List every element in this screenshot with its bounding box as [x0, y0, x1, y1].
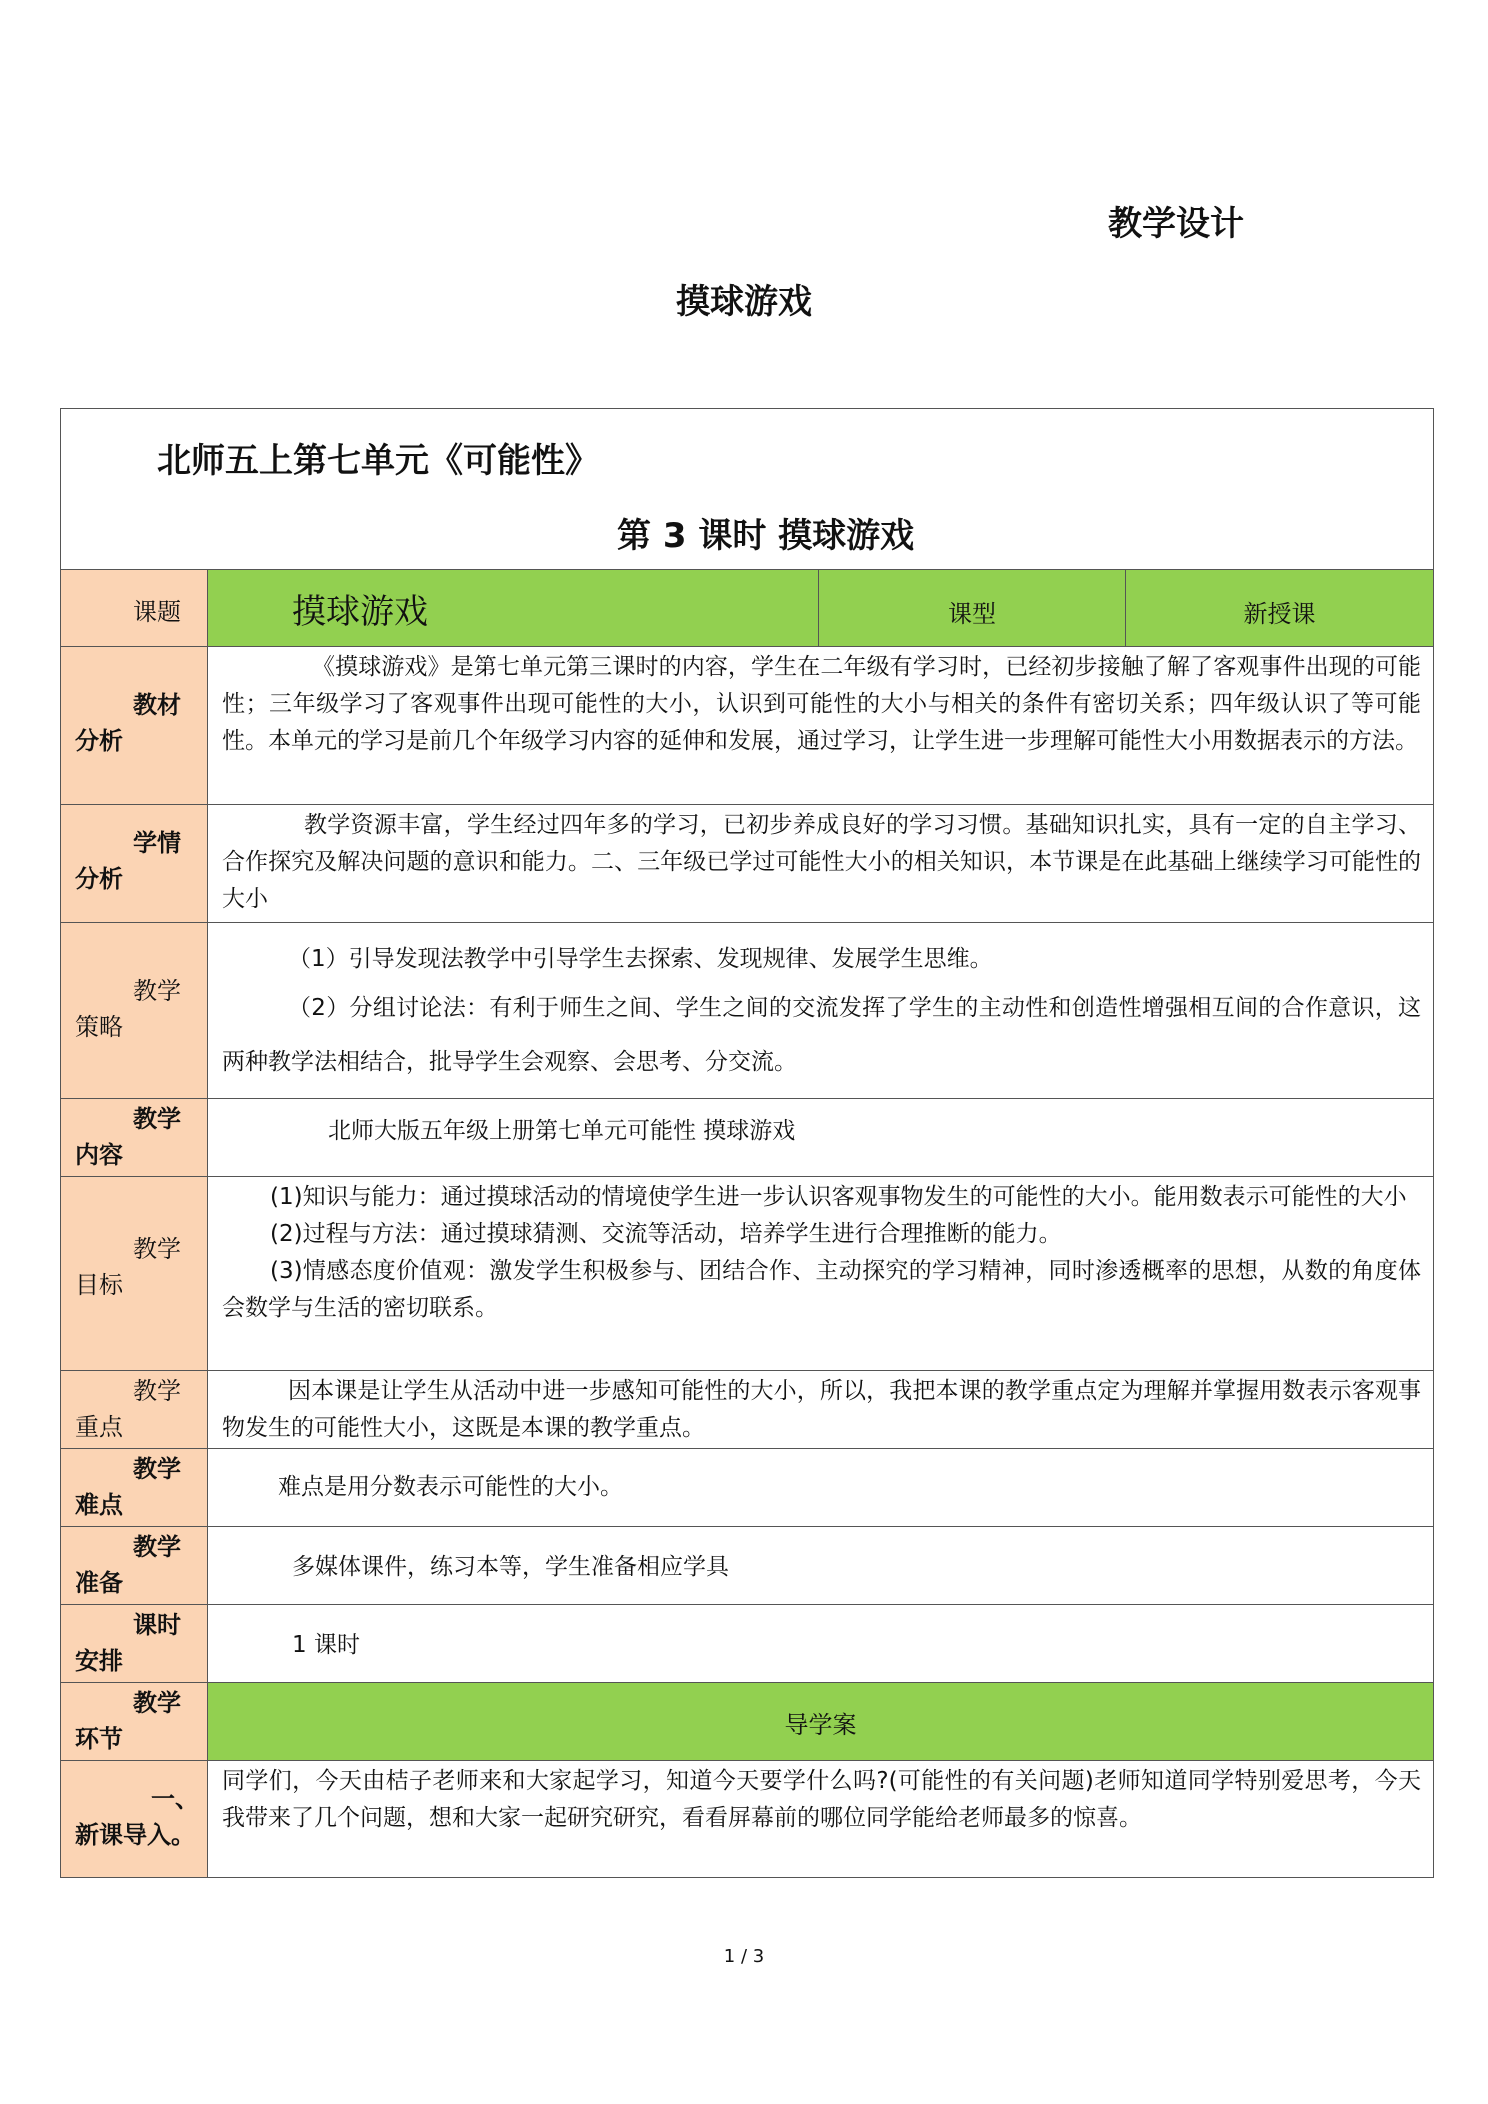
- goals-label-line2: 目标: [75, 1271, 123, 1299]
- stages-label-line2: 环节: [75, 1725, 123, 1753]
- goals-label-cell: [61, 1177, 208, 1371]
- content-label-line1: 教学: [133, 1105, 181, 1133]
- goal-1: (1)知识与能力：通过摸球活动的情境使学生进一步认识客观事物发生的可能性的大小。能用数表示可能性的大小: [270, 1184, 1407, 1210]
- content-label-line2: 内容: [75, 1141, 123, 1169]
- key-content-cell: [208, 1371, 1434, 1449]
- content-label-cell: [61, 1099, 208, 1177]
- intro-label-line1: 一、: [151, 1785, 199, 1813]
- lesson-type-label: 课型: [948, 600, 996, 628]
- prep-label-cell: [61, 1527, 208, 1605]
- page-number: 1 / 3: [723, 1946, 765, 1967]
- document-title: 教学设计: [1108, 204, 1244, 244]
- intro-content-cell: [208, 1761, 1434, 1878]
- lesson-type-value: 新授课: [1243, 600, 1316, 628]
- material-label-cell: [61, 647, 208, 805]
- strategy-point-2: （2）分组讨论法：有利于师生之间、学生之间的交流发挥了学生的主动性和创造性增强相互间的合作意识，这两种教学法相结合，批导学生会观察、会思考、分交流。: [222, 995, 1422, 1075]
- prep-text: 多媒体课件，练习本等，学生准备相应学具: [292, 1554, 729, 1580]
- prep-label-line2: 准备: [75, 1569, 123, 1597]
- strategy-label-line1: 教学: [133, 977, 181, 1005]
- material-text: 《摸球游戏》是第七单元第三课时的内容，学生在二年级有学习时，已经初步接触了解了客观事件出现的可能性；三年级学习了客观事件出现可能性的大小，认识到可能性的大小与相关的条件有密切关系；四年级认识了等可能性。本单元的学习是前几个年级学习内容的延伸和发展，通过学习，让学生进一步理解可能性大小用数据表示的方法。: [222, 654, 1422, 754]
- schedule-content-cell: [208, 1605, 1434, 1683]
- difficulty-content-cell: [208, 1449, 1434, 1527]
- key-text: 因本课是让学生从活动中进一步感知可能性的大小，所以，我把本课的教学重点定为理解并掌握用数表示客观事物发生的可能性大小，这既是本课的教学重点。: [222, 1378, 1422, 1441]
- table-heading-cell: [61, 409, 1434, 570]
- material-label-line2: 分析: [75, 727, 123, 755]
- prep-content-cell: [208, 1527, 1434, 1605]
- topic-label: 课题: [133, 598, 181, 626]
- goals-content-cell: [208, 1177, 1434, 1371]
- schedule-label-line2: 安排: [75, 1647, 123, 1675]
- lesson-title: 第 3 课时 摸球游戏: [617, 516, 915, 556]
- document-subtitle: 摸球游戏: [676, 282, 812, 322]
- students-label-line2: 分析: [75, 865, 123, 893]
- strategy-label-line2: 策略: [75, 1013, 123, 1041]
- prep-label-line1: 教学: [133, 1533, 181, 1561]
- strategy-content-cell: [208, 923, 1434, 1099]
- topic-label-cell: [61, 570, 208, 647]
- students-content-cell: [208, 805, 1434, 923]
- students-label-line1: 学情: [133, 829, 181, 857]
- key-label-line2: 重点: [75, 1413, 123, 1441]
- goal-2: (2)过程与方法：通过摸球猜测、交流等活动，培养学生进行合理推断的能力。: [270, 1221, 1062, 1247]
- lesson-type-value-cell: [1126, 570, 1434, 647]
- key-label-line1: 教学: [133, 1377, 181, 1405]
- stages-label-line1: 教学: [133, 1689, 181, 1717]
- difficulty-text: 难点是用分数表示可能性的大小。: [278, 1474, 623, 1500]
- content-content-cell: [208, 1099, 1434, 1177]
- key-label-cell: [61, 1371, 208, 1449]
- topic-value: 摸球游戏: [292, 592, 428, 632]
- strategy-label-cell: [61, 923, 208, 1099]
- schedule-text: 1 课时: [292, 1632, 360, 1658]
- material-content-cell: [208, 647, 1434, 805]
- intro-label-cell: [61, 1761, 208, 1878]
- difficulty-label-cell: [61, 1449, 208, 1527]
- students-label-cell: [61, 805, 208, 923]
- intro-text: 同学们，今天由桔子老师来和大家起学习，知道今天要学什么吗?(可能性的有关问题)老师知道同学特别爱思考，今天我带来了几个问题，想和大家一起研究研究，看看屏幕前的哪位同学能给老师最多的惊喜。: [222, 1768, 1422, 1831]
- goal-3: (3)情感态度价值观：激发学生积极参与、团结合作、主动探究的学习精神，同时渗透概率的思想，从数的角度体会数学与生活的密切联系。: [222, 1258, 1422, 1321]
- difficulty-label-line2: 难点: [75, 1491, 123, 1519]
- lesson-plan-table: [60, 408, 1434, 1878]
- difficulty-label-line1: 教学: [133, 1455, 181, 1483]
- goals-label-line1: 教学: [133, 1235, 181, 1263]
- schedule-label-cell: [61, 1605, 208, 1683]
- topic-value-cell: [208, 570, 819, 647]
- stages-text: 导学案: [784, 1711, 857, 1739]
- material-label-line1: 教材: [133, 691, 181, 719]
- content-text: 北师大版五年级上册第七单元可能性 摸球游戏: [328, 1118, 796, 1144]
- stages-label-cell: [61, 1683, 208, 1761]
- strategy-point-1: （1）引导发现法教学中引导学生去探索、发现规律、发展学生思维。: [288, 946, 993, 972]
- students-text: 教学资源丰富，学生经过四年多的学习，已初步养成良好的学习习惯。基础知识扎实，具有一定的自主学习、合作探究及解决问题的意识和能力。二、三年级已学过可能性大小的相关知识，本节课是在此基础上继续学习可能性的大小: [222, 812, 1422, 912]
- unit-title: 北师五上第七单元《可能性》: [157, 441, 599, 481]
- schedule-label-line1: 课时: [133, 1611, 181, 1639]
- intro-label-line2: 新课导入。: [75, 1821, 195, 1849]
- lesson-type-label-cell: [819, 570, 1126, 647]
- stages-content-cell: [208, 1683, 1434, 1761]
